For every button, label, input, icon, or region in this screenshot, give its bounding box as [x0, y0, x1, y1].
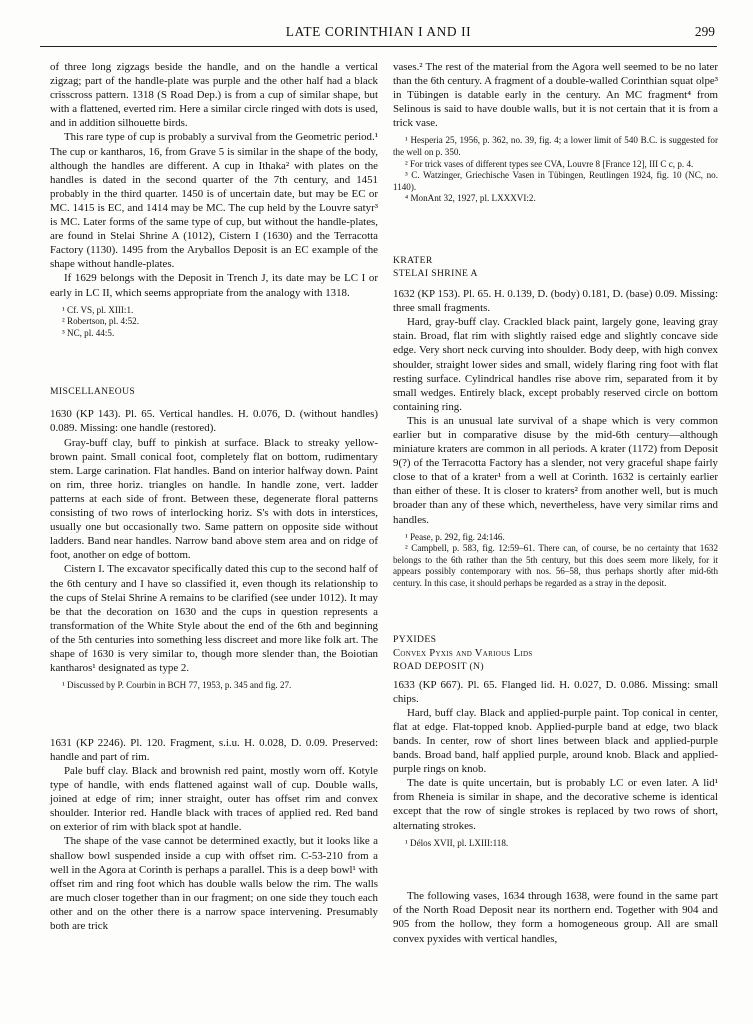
section-heading-pyxides: PYXIDES [393, 633, 437, 645]
running-title: LATE CORINTHIAN I AND II [285, 24, 472, 39]
footnote: ⁴ MonAnt 32, 1927, pl. LXXXVI:2. [405, 193, 536, 204]
page-number: 299 [694, 24, 715, 39]
left-column [50, 60, 378, 933]
section-heading-krater: KRATER [393, 255, 433, 267]
paragraph-continuation: vases.² The rest of the material from the Agora well seemed to be no later than the 6th century. A fragment of a double-walled Corinthian squat olpe³ in Tübingen is datable early in the century. An MC fragment⁴ from Selinous is said to have double walls, but it is not certain that it is from a trick vase. [393, 61, 718, 130]
subheading-road-deposit: ROAD DEPOSIT (N) [393, 660, 484, 672]
catalogue-entry-1630-discussion: Cistern I. The excavator specifically dated this cup to the second half of the 6th century and I have so classified it, even though its relationship to the cups of Stelai Shrine A remains to be clarified (see under 1012). It may be that the decoration on 1630 and the cups in question represents a transformation of the White Style about the end of the 6th and beginning of the 5th centuries into something less discreet and more like folk art. The shape of 1630 is very similar to, though more slender than, the Boiotian kantharos¹ designated as type 2. [50, 563, 378, 675]
footnote: ¹ Discussed by P. Courbin in BCH 77, 1953, p. 345 and fig. 27. [62, 680, 292, 691]
catalogue-entry-1631-discussion: The shape of the vase cannot be determined exactly, but it looks like a shallow bowl suspended inside a cup with offset rim. C-53-210 from a well in the Agora at Corinth is perhaps a parallel. This is a deep bowl¹ with offset rim and ring foot which has double walls below the rim. The walls are much closer together than in our fragment; on one side they touch each other and on the other there is a narrow space intervening. Presumably both are trick [50, 835, 378, 932]
catalogue-entry-1633-description: Hard, buff clay. Black and applied-purple paint. Top conical in center, flat at edge. Flat-topped knob. Applied-purple band at edge, two black bands. In center, row of short lines between black and applied-purple bands. Broad band, half applied purple, around knob. Black and applied-purple rings on knob. [393, 706, 718, 776]
paragraph-continuation: of three long zigzags beside the handle, and on the handle a vertical zigzag; part of the handle-plate was purple and the other half had a black crisscross pattern. 1318 (S Road Dep.) is from a cup of similar shape, but with a flattened, everted rim. Here a similar circle ringed with dots is used, and in addition silhouette birds. [50, 61, 378, 130]
footnotes-block [50, 305, 378, 340]
catalogue-entry-1632-discussion: This is an unusual late survival of a shape which is very common earlier but in comparative disuse by the mid-6th century—although miniature kraters are common in all periods. A krater (1172) from Deposit 9(?) of the Terracotta Factory has a slender, not very graceful shape fairly close to that of a krater¹ from a well at Corinth. 1632 is certainly earlier than either of these. It is closer to kraters² from another well, but is much broader than any of these which, nevertheless, have very similar rims and handles. [393, 414, 718, 526]
footnote: ³ C. Watzinger, Griechische Vasen in Tübingen, Reutlingen 1924, fig. 10 (NC, no. 1140). [393, 170, 718, 192]
running-header [40, 18, 717, 47]
footnotes-block [393, 135, 718, 205]
subheading-stelai-shrine-a: STELAI SHRINE A [393, 268, 478, 280]
catalogue-entry-1631-description: Pale buff clay. Black and brownish red paint, mostly worn off. Kotyle type of handle, with ends flattened against wall of cup. Double walls, joined at edge of rim; inner straight, outer has offset rim and convex shoulder. Interior red. Handle black with traces of applied red. Red band on exterior of rim with black spot at handle. [50, 764, 378, 834]
footnotes-block [50, 680, 378, 692]
catalogue-entry-1630-description: Gray-buff clay, buff to pinkish at surface. Black to streaky yellow-brown paint. Small conical foot, completely flat on bottom, rudimentary stem. Large carination. Flat handles. Band on interior halfway down. Paint on rim, three horiz. triangles on handle. In handle zone, vert. ladder patterns at each side of front. Between these, degenerate floral patterns consisting of two rows of interlocking horiz. S's with dots in interstices, usually one but occasionally two. Same pattern on opposite side without ladders. Band near handles. Narrow band above stem area and on ridge of foot, another on edge of bottom. [50, 436, 378, 562]
footnotes-block [393, 838, 718, 850]
footnotes-block [393, 532, 718, 590]
footnote: ² Robertson, pl. 4:52. [62, 316, 139, 327]
catalogue-entry-1632-description: Hard, gray-buff clay. Crackled black paint, largely gone, leaving gray stain. Broad, flat rim with slightly raised edge and slightly concave side edge. Very short neck curving into shoulder. Body deep, with high convex shoulder, straight lower sides and small, widely flaring ring foot with flat resting surface. Cylindrical handles rise above rim, separated from it by small wedges. Entirely black, except probably reserved circle on bottom containing ring. [393, 316, 718, 413]
catalogue-entry-1633-heading: 1633 (KP 667). Pl. 65. Flanged lid. H. 0.027, D. 0.086. Missing: small chips. [393, 678, 718, 705]
footnote: ¹ Cf. VS, pl. XIII:1. [62, 304, 134, 315]
paragraph-following-vases: The following vases, 1634 through 1638, were found in the same part of the North Road Deposit near its northern end. Together with 904 and 905 from the hollow, they form a homogeneous group. All are small convex pyxides with vertical handles, [393, 890, 718, 945]
section-heading-miscellaneous: MISCELLANEOUS [50, 386, 136, 398]
paragraph-1629-date: If 1629 belongs with the Deposit in Trench J, its date may be LC I or early in LC II, which seems appropriate from the analogy with 1318. [50, 272, 378, 299]
catalogue-entry-1633-discussion: The date is quite uncertain, but is probably LC or even later. A lid¹ from Rheneia is similar in shape, and the decorative scheme is identical except that the row of single strokes is replaced by two rows of short, alternating strokes. [393, 777, 718, 832]
paragraph-cup-survival: This rare type of cup is probably a survival from the Geometric period.¹ The cup or kantharos, 16, from Grave 5 is similar in the shape of the body, although the handles are different. A cup in Ithaka² with plates on the handles is dated in the second quarter of the 7th century, and 1451 probably in the third quarter. 1450 is of uncertain date, but may be EC or MC. 1415 is EC, and 1414 may be MC. The cup held by the Louvre satyr³ is MC. Later forms of the same type of cup, but without the handle-plates, are found in Stelai Shrine A (1012), Cistern I (1630) and the Terracotta Factory (1130). 1495 from the Aryballos Deposit is an EC example of the shape without handle-plates. [50, 131, 378, 271]
footnote: ¹ Pease, p. 292, fig. 24:146. [405, 531, 505, 542]
subheading-convex-pyxis: Convex Pyxis and Various Lids [393, 647, 533, 659]
footnote: ¹ Délos XVII, pl. LXIII:118. [405, 837, 509, 848]
footnote: ¹ Hesperia 25, 1956, p. 362, no. 39, fig. 4; a lower limit of 540 B.C. is suggested for the well on p. 350. [393, 135, 718, 158]
footnote: ³ NC, pl. 44:5. [62, 327, 115, 338]
catalogue-entry-1632-heading: 1632 (KP 153). Pl. 65. H. 0.139, D. (body) 0.181, D. (base) 0.09. Missing: three small fragments. [393, 288, 718, 315]
catalogue-entry-1630-heading: 1630 (KP 143). Pl. 65. Vertical handles. H. 0.076, D. (without handles) 0.089. Missing: one handle (restored). [50, 408, 378, 435]
footnote: ² For trick vases of different types see CVA, Louvre 8 [France 12], III C c, p. 4. [405, 158, 694, 169]
right-column [393, 60, 718, 946]
catalogue-entry-1631-heading: 1631 (KP 2246). Pl. 120. Fragment, s.i.u. H. 0.028, D. 0.09. Preserved: handle and part of rim. [50, 736, 378, 763]
footnote: ² Campbell, p. 583, fig. 12:59–61. There can, of course, be no certainty that 1632 belongs to the 6th rather than the 5th century, but this does seem more likely, for it appears possibly contemporary with nos. 56–58, thus perhaps shortly after mid-6th century. In this case, it should perhaps be regarded as a stray in the deposit. [393, 543, 718, 588]
